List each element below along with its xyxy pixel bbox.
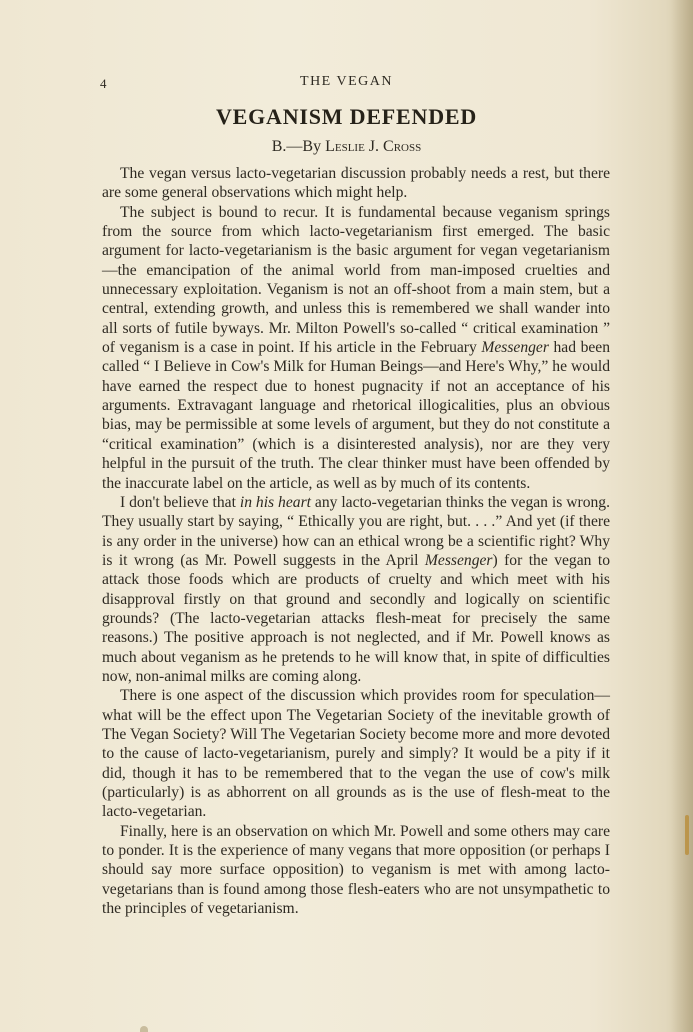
article-byline — [0, 138, 693, 156]
page-bottom-mark — [140, 1026, 148, 1032]
article-body — [102, 164, 610, 918]
article-title: VEGANISM DEFENDED — [215, 104, 478, 129]
article-paragraph — [102, 822, 610, 919]
article-paragraph — [102, 686, 610, 821]
running-head: THE VEGAN — [300, 74, 393, 89]
article-paragraph — [102, 203, 610, 493]
article-paragraph — [102, 493, 610, 686]
italic-text: in his heart — [239, 493, 311, 511]
paragraph-text: Finally, here is an observation on which Mr. Powell and some others may care to ponder. It is the experience of many vegans that more opposition (or perhaps I should say more surface opposition) to veganism is met with among lacto-vegetarians than is found among those flesh-eaters who are not unsympathetic to the principles of vegetarianism. — [102, 822, 610, 918]
paragraph-text: The vegan versus lacto-vegetarian discussion probably needs a rest, but there are some general observations which might help. — [102, 165, 610, 202]
italic-text: Messenger — [424, 551, 493, 569]
margin-stain — [685, 815, 689, 855]
article-paragraph — [102, 164, 610, 203]
paragraph-text: The subject is bound to recur. It is fundamental because veganism springs from the source from which lacto-vegetarianism first emerged. The basic argument for lacto-vegetarianism is the basic argument for vegan vegetarianism—the emancipation of the animal world from man-imposed cruelties and unnecessary exploitation. Veganism is not an off-shoot from a main stem, but a central, extending growth, and unless this is remembered we shall wander into all sorts of futile byways. Mr. Milton Powell's so-called “ critical examination ” of veganism is a case in point. If his article in the February — [102, 203, 610, 357]
paragraph-text: ) for the vegan to attack those foods which are products of cruelty and which meet with his disapproval firstly on that ground and secondly and logically on scientific grounds? (The lacto-vegetarian attacks flesh-meat for precisely the same reasons.) The positive approach is not neglected, and if Mr. Powell knows as much about veganism as he pretends to he will know that, in spite of difficulties now, non-animal milks are coming along. — [102, 551, 611, 685]
byline-prefix: B.—By — [271, 138, 326, 155]
paragraph-text: any lacto-vegetarian thinks the vegan is wrong. They usually start by saying, “ Ethically you are right, but. . . .” And yet (if there is any order in the universe) how can an ethical wrong be a scientific right? Why is it wrong (as Mr. Powell suggests in the April — [102, 493, 610, 569]
paragraph-text: had been called “ I Believe in Cow's Milk for Human Beings—and Here's Why,” he would have earned the respect due to honest pugnacity if not an acceptance of his arguments. Extravagant language and rhetorical illogicalities, plus an obvious bias, may be permissible at some levels of argument, but they do not constitute a “critical examination” (which is a disinterested analysis), nor are they very helpful in the pursuit of the truth. The clear thinker must have been offended by the inaccurate label on the article, as well as by much of its contents. — [102, 339, 611, 492]
paragraph-text: I don't believe that — [120, 493, 240, 511]
author-name: Leslie J. Cross — [325, 138, 422, 155]
paragraph-text: There is one aspect of the discussion which provides room for speculation—what will be the effect upon The Vegetarian Society of the inevitable growth of The Vegan Society? Will The Vegetarian Society become more and more devoted to the cause of lacto-vegetarianism, purely and simply? It would be a pity if it did, though it has to be remembered that to the vegan the use of cow's milk (particularly) is as abhorrent on all grounds as is the use of flesh-meat to the lacto-vegetarian. — [102, 687, 610, 821]
page-number: 4 — [100, 76, 107, 91]
italic-text: Messenger — [481, 339, 549, 357]
